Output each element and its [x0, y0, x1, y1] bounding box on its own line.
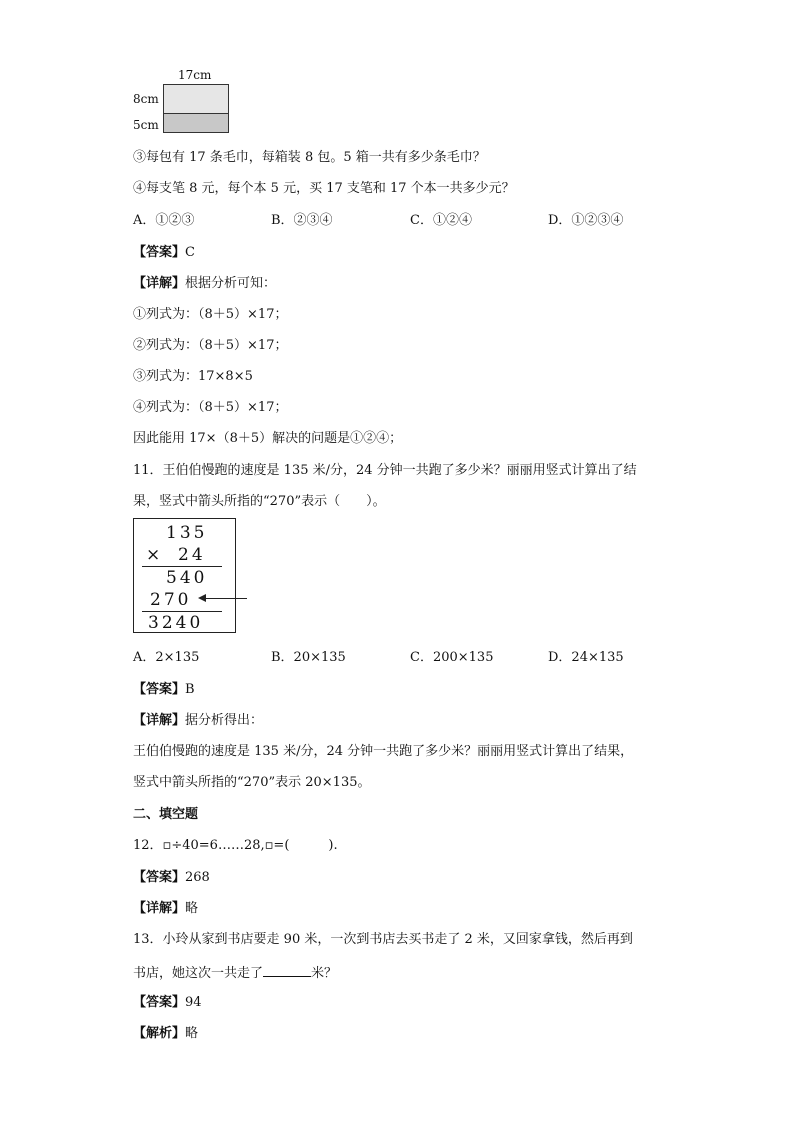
answer-tag: 【答案】: [133, 682, 186, 697]
answer-value: 94: [185, 995, 202, 1010]
q13-question-line-1: 13．小玲从家到书店要走 90 米，一次到书店去买书走了 2 米，又回家拿钱，然后再到: [133, 932, 633, 947]
q10-option-d: D．①②③④: [548, 213, 624, 228]
q11-option-a: A．2×135: [133, 650, 200, 665]
multiplicand: 135: [166, 523, 208, 543]
q10-detail-line-2: ②列式为：（8＋5）×17；: [133, 338, 288, 353]
arrow-shaft: [200, 598, 247, 599]
q10-item-4: ④每支笔 8 元，每个本 5 元，买 17 支笔和 17 个本一共多少元？: [133, 181, 515, 196]
answer-value: 268: [185, 870, 210, 885]
q10-detail-line-4: ④列式为：（8＋5）×17；: [133, 400, 288, 415]
vertical-multiplication-box: [133, 518, 236, 633]
figure-height-bottom-label: 5cm: [133, 118, 159, 132]
q13-text-after-blank: 米？: [311, 966, 338, 981]
multiplier: 24: [178, 545, 206, 565]
q11-detail-intro: [133, 714, 263, 727]
answer-tag: 【答案】: [133, 995, 186, 1010]
q11-detail-line-1: 王伯伯慢跑的速度是 135 米/分，24 分钟一共跑了多少米？丽丽用竖式计算出了结果，: [133, 744, 634, 759]
detail-text: 略: [185, 1026, 199, 1041]
q10-detail-line-3: ③列式为：17×8×5: [133, 369, 253, 384]
detail-tag: 【解析】: [133, 1026, 186, 1041]
detail-text: 略: [185, 901, 199, 916]
rectangle-bottom-part: [163, 114, 229, 133]
q11-question-line-2: 果，竖式中箭头所指的“270”表示（ ）。: [133, 494, 386, 509]
q13-answer: [133, 996, 202, 1009]
q11-option-d: D．24×135: [548, 650, 624, 665]
q12-answer: [133, 871, 210, 884]
q13-question-line-2: [133, 964, 337, 980]
q11-option-c: C．200×135: [410, 650, 494, 665]
partial-product-2: 270: [150, 590, 192, 610]
q10-option-a: A．①②③: [133, 213, 195, 228]
q13-text-before-blank: 书店，她这次一共走了: [133, 966, 264, 981]
arrow-left-icon: [198, 594, 206, 602]
detail-tag: 【详解】: [133, 901, 186, 916]
figure-height-top-label: 8cm: [133, 92, 159, 106]
answer-tag: 【答案】: [133, 870, 186, 885]
q11-question-line-1: 11．王伯伯慢跑的速度是 135 米/分，24 分钟一共跑了多少米？丽丽用竖式计算出了结: [133, 463, 637, 478]
rectangle-top-part: [163, 84, 229, 114]
q10-detail-line-1: ①列式为：（8＋5）×17；: [133, 307, 288, 322]
q11-detail-line-2: 竖式中箭头所指的“270”表示 20×135。: [133, 775, 371, 790]
detail-tag: 【详解】: [133, 276, 186, 291]
multiplier-sign: ×: [146, 545, 164, 565]
detail-text: 据分析得出：: [185, 713, 264, 728]
detail-tag: 【详解】: [133, 713, 186, 728]
q12-detail: [133, 902, 198, 915]
detail-text: 根据分析可知：: [185, 276, 277, 291]
q10-detail-intro: [133, 277, 276, 290]
partial-product-1: 540: [166, 568, 208, 588]
answer-value: C: [185, 245, 195, 260]
answer-tag: 【答案】: [133, 245, 186, 260]
q13-detail: [133, 1027, 198, 1040]
q10-option-b: B．②③④: [271, 213, 333, 228]
rule-2: [142, 611, 222, 612]
rule-1: [142, 566, 222, 567]
q10-detail-line-5: 因此能用 17×（8＋5）解决的问题是①②④；: [133, 431, 403, 446]
figure-width-label: 17cm: [178, 68, 212, 82]
fill-in-blank: [263, 964, 311, 977]
q10-answer: [133, 246, 195, 259]
q11-option-b: B．20×135: [271, 650, 346, 665]
answer-value: B: [185, 682, 195, 697]
q12-question: 12．▫÷40=6……28,▫=( ).: [133, 838, 338, 853]
q11-answer: [133, 683, 195, 696]
q10-item-3: ③每包有 17 条毛巾，每箱装 8 包。5 箱一共有多少条毛巾？: [133, 150, 486, 165]
q10-option-c: C．①②④: [410, 213, 472, 228]
product-result: 3240: [148, 613, 204, 633]
section-title: 二、填空题: [133, 807, 199, 822]
